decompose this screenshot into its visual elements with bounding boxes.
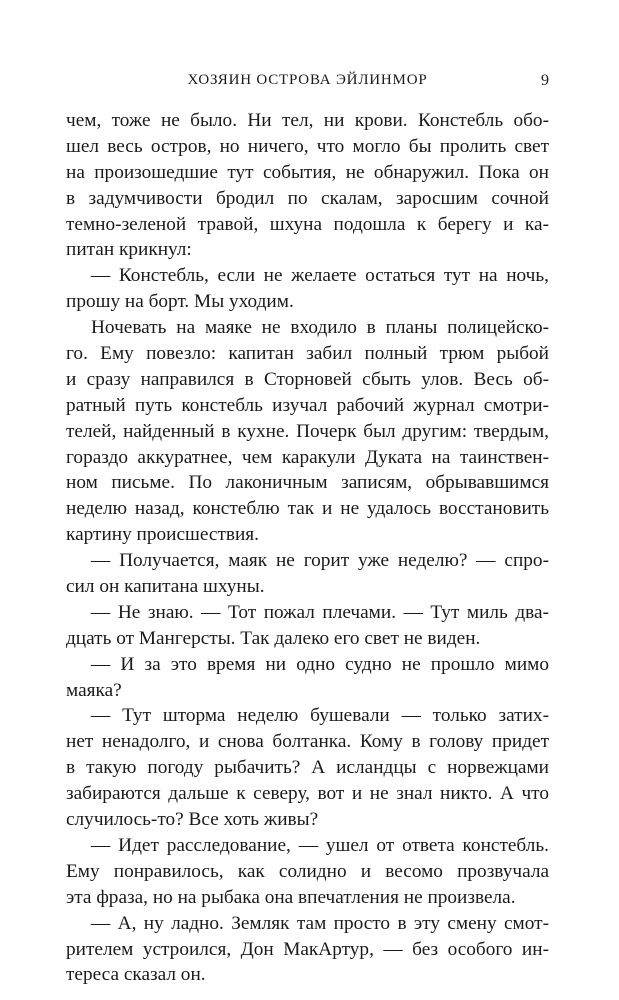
running-head xyxy=(66,72,549,94)
text-line: телей, найденный в кухне. Почерк был другим: твердым, xyxy=(66,420,549,442)
text-line: ратный путь констебль изучал рабочий журнал смотри- xyxy=(66,394,549,416)
text-line: — Тут шторма неделю бушевали — только затих- xyxy=(91,705,549,727)
text-line: — И за это время ни одно судно не прошло мимо xyxy=(91,653,549,675)
text-line: нет ненадолго, и снова болтанка. Кому в голову придет xyxy=(66,731,549,753)
text-line: Ночевать на маяке не входило в планы полицейско- xyxy=(91,317,549,339)
text-line: чем, тоже не было. Ни тел, ни крови. Констебль обо- xyxy=(66,110,549,131)
text-line: ном письме. По лаконичным записям, обрывавшимся xyxy=(66,472,549,494)
text-line: рителем устроился, Дон МакАртур, — без особого ин- xyxy=(66,938,549,960)
text-line: маяка? xyxy=(66,679,122,701)
text-line: на произошедшие тут события, не обнаружил. Пока он xyxy=(66,161,549,183)
text-line: гораздо аккуратнее, чем каракули Дуката на таинствен- xyxy=(66,446,549,468)
text-line: дцать от Мангерсты. Так далеко его свет не виден. xyxy=(66,627,481,649)
text-line: прошу на борт. Мы уходим. xyxy=(66,291,294,313)
text-line: в такую погоду рыбачить? А исландцы с норвежцами xyxy=(66,757,549,779)
text-line: — Получается, маяк не горит уже неделю? — спро- xyxy=(91,550,549,572)
text-line: картину происшествия. xyxy=(66,524,260,546)
text-line: и сразу направился в Сторновей сбыть улов. Весь об- xyxy=(66,368,549,390)
text-line: сил он капитана шхуны. xyxy=(66,576,265,598)
text-line: эта фраза, но на рыбака она впечатления не произвела. xyxy=(66,886,516,908)
text-line: темно-зеленой травой, шхуна подошла к берегу и ка- xyxy=(66,213,549,235)
text-line: тереса сказал он. xyxy=(66,964,206,986)
text-line: забираются дальше к северу, вот и не знал никто. А что xyxy=(66,783,549,805)
page-number: 9 xyxy=(541,72,549,89)
text-line: питан крикнул: xyxy=(66,239,192,261)
text-line: — А, ну ладно. Земляк там просто в эту смену смот- xyxy=(91,912,549,934)
text-line: — Идет расследование, — ушел от ответа констебль. xyxy=(91,834,549,856)
text-line: случилось-то? Все хоть живы? xyxy=(66,809,319,831)
text-line: Ему понравилось, как солидно и весомо прозвучала xyxy=(66,860,549,882)
body-text xyxy=(66,108,549,988)
text-line: — Не знаю. — Тот пожал плечами. — Тут миль два- xyxy=(91,601,549,623)
text-line: — Констебль, если не желаете остаться тут на ночь, xyxy=(91,265,549,287)
text-line: шел весь остров, но ничего, что могло бы пролить свет xyxy=(66,135,549,157)
text-line: го. Ему повезло: капитан забил полный трюм рыбой xyxy=(66,343,549,365)
text-line: в задумчивости бродил по скалам, заросшим сочной xyxy=(66,187,549,209)
text-line: неделю назад, констеблю так и не удалось восстановить xyxy=(66,498,549,520)
running-title: ХОЗЯИН ОСТРОВА ЭЙЛИНМОР xyxy=(187,72,428,88)
